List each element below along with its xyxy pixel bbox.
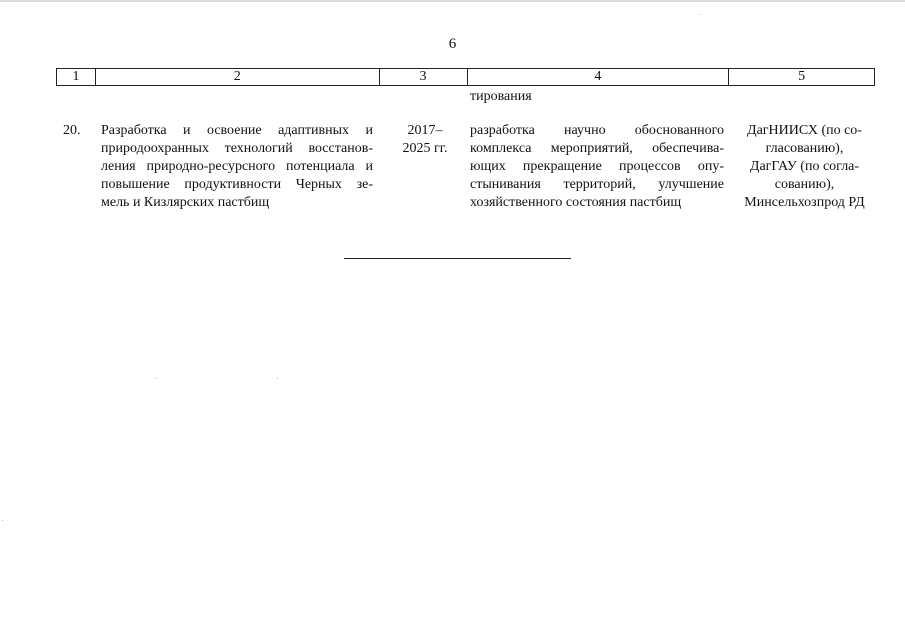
executor-line: гласованию), — [765, 141, 844, 156]
measure-title-line: природоохранных технологий восстанов- — [101, 141, 373, 156]
result-line: разработка научно обоснованного — [470, 123, 724, 138]
implementation-period — [395, 122, 455, 158]
continued-text: тирования — [470, 89, 532, 104]
result-line: хозяйственного состояния пастбищ — [470, 195, 682, 210]
measure-title-line: ления природно-ресурсного потенциала и — [101, 159, 373, 174]
executor-line: сованию), — [774, 177, 835, 192]
executor-line: ДагНИИСХ (по со- — [747, 123, 862, 138]
expected-result — [470, 122, 724, 212]
row-number: 20. — [63, 123, 81, 138]
executors — [732, 122, 877, 212]
measure-title-line: Разработка и освоение адаптивных и — [101, 123, 373, 138]
scan-edge — [0, 0, 905, 2]
header-col-4: 4 — [468, 69, 730, 85]
result-line: ющих прекращение процессов опу- — [470, 159, 724, 174]
header-col-1: 1 — [57, 69, 96, 85]
header-col-3: 3 — [380, 69, 468, 85]
table-row — [56, 122, 875, 218]
end-divider-line — [344, 258, 571, 259]
scan-speck — [155, 378, 156, 379]
measure-title-line: мель и Кизлярских пастбищ — [101, 195, 270, 210]
table-header-row — [56, 68, 875, 86]
scan-speck — [277, 378, 278, 379]
scan-speck — [700, 14, 701, 15]
result-line: стынивания территорий, улучшение — [470, 177, 724, 192]
executor-line: Минсельхозпрод РД — [744, 195, 865, 210]
period-line: 2025 гг. — [402, 141, 448, 156]
page-number: 6 — [448, 36, 457, 52]
executor-line: ДагГАУ (по согла- — [749, 159, 860, 174]
period-line: 2017– — [407, 123, 443, 138]
measure-title — [101, 122, 373, 212]
result-line: комплекса мероприятий, обеспечива- — [470, 141, 724, 156]
measure-title-line: повышение продуктивности Черных зе- — [101, 177, 373, 192]
header-col-5: 5 — [729, 69, 875, 85]
header-col-2: 2 — [96, 69, 380, 85]
scan-speck — [2, 520, 3, 521]
